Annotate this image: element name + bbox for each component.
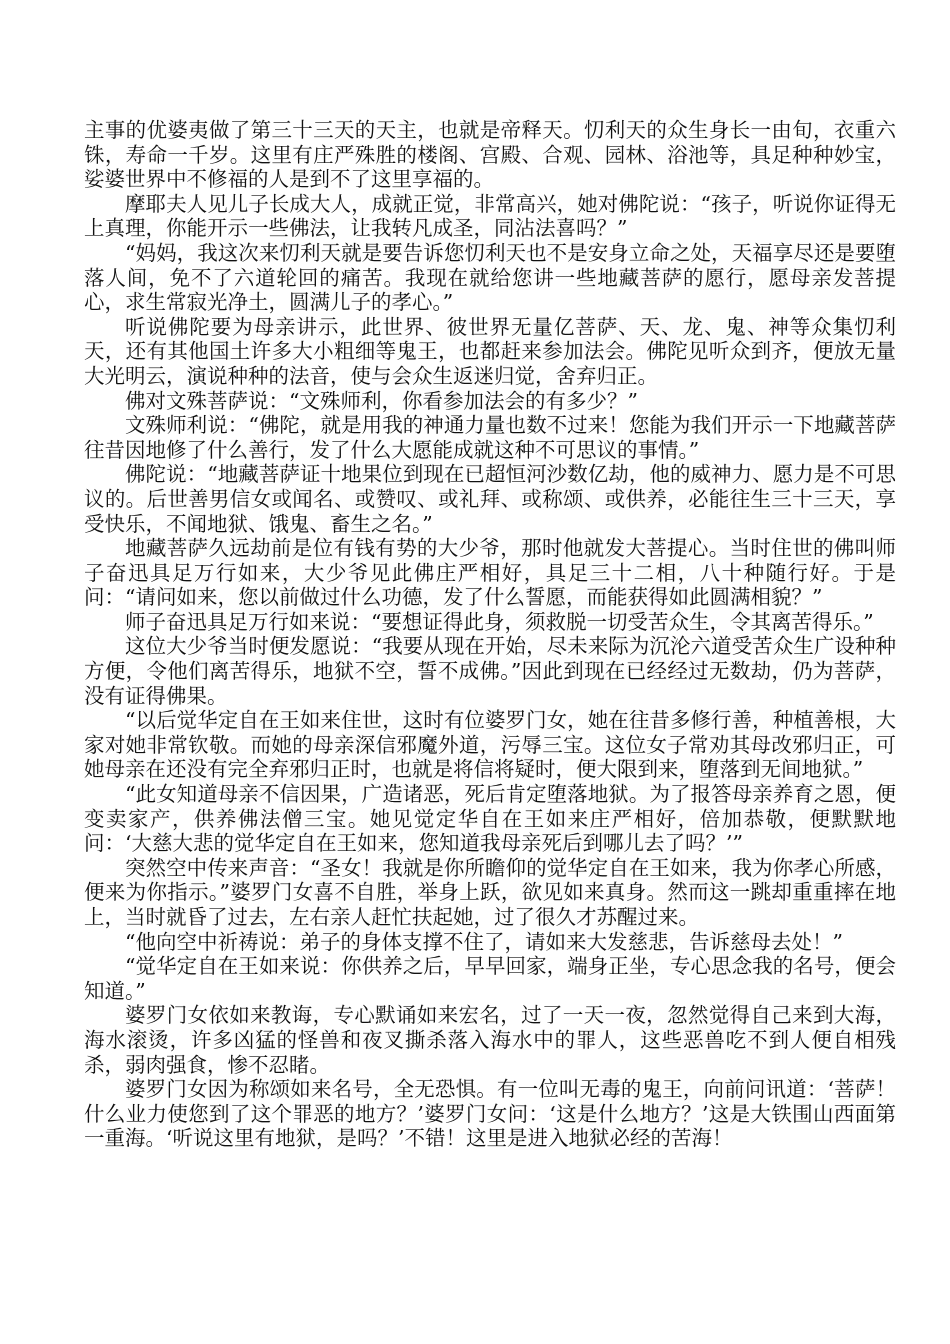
paragraph: 地藏菩萨久远劫前是位有钱有势的大少爷，那时他就发大菩提心。当时住世的佛叫师子奋迅具足万行如来，大少爷见此佛庄严相好，具足三十二相，八十种随行好。于是问：“请问如来，您以前做过什么功德，发了什么誓愿，而能获得如此圆满相貌？”	[84, 536, 896, 610]
paragraph: “妈妈，我这次来忉利天就是要告诉您忉利天也不是安身立命之处，天福享尽还是要堕落人间，免不了六道轮回的痛苦。我现在就给您讲一些地藏菩萨的愿行，愿母亲发菩提心，求生常寂光净土，圆满儿子的孝心。”	[84, 240, 896, 315]
paragraph: “以后觉华定自在王如来住世，这时有位婆罗门女，她在往昔多修行善，种植善根，大家对她非常钦敬。而她的母亲深信邪魔外道，污辱三宝。这位女子常劝其母改邪归正，可她母亲在还没有完全弃邪归正时，也就是将信将疑时，便大限到来，堕落到无间地狱。”	[84, 708, 896, 782]
paragraph: 突然空中传来声音：“圣女！我就是你所瞻仰的觉华定自在王如来，我为你孝心所感，便来为你指示。”婆罗门女喜不自胜，举身上跃，欲见如来真身。然而这一跳却重重摔在地上，当时就昏了过去，左右亲人赶忙扶起她，过了很久才苏醒过来。	[84, 855, 896, 929]
paragraph: 这位大少爷当时便发愿说：“我要从现在开始，尽未来际为沉沦六道受苦众生广设种种方便，令他们离苦得乐，地狱不空，誓不成佛。”因此到现在已经经过无数劫，仍为菩萨，没有证得佛果。	[84, 634, 896, 708]
paragraph: “此女知道母亲不信因果，广造诸恶，死后肯定堕落地狱。为了报答母亲养育之恩，便变卖家产，供养佛法僧三宝。她见觉定华自在王如来庄严相好，倍加恭敬，便默默地问：‘大慈大悲的觉华定自在王如来，您知道我母亲死后到哪儿去了吗？’”	[84, 782, 896, 856]
paragraph: “觉华定自在王如来说：你供养之后，早早回家，端身正坐，专心思念我的名号，便会知道。”	[84, 954, 896, 1003]
paragraph: 佛陀说：“地藏菩萨证十地果位到现在已超恒河沙数亿劫，他的威神力、愿力是不可思议的。后世善男信女或闻名、或赞叹、或礼拜、或称颂、或供养，必能往生三十三天，享受快乐，不闻地狱、饿鬼、畜生之名。”	[84, 462, 896, 536]
paragraph: 主事的优婆夷做了第三十三天的天主，也就是帝释天。忉利天的众生身长一由旬，衣重六铢，寿命一千岁。这里有庄严殊胜的楼阁、宫殿、合观、园林、浴池等，具足种种妙宝，娑婆世界中不修福的人是到不了这里享福的。	[84, 118, 896, 192]
paragraph: 文殊师利说：“佛陀，就是用我的神通力量也数不过来！您能为我们开示一下地藏菩萨往昔因地修了什么善行，发了什么大愿能成就这种不可思议的事情。”	[84, 413, 896, 462]
paragraph: “他向空中祈祷说：弟子的身体支撑不住了，请如来大发慈悲，告诉慈母去处！”	[125, 929, 843, 954]
paragraph: 佛对文殊菩萨说：“文殊师利，你看参加法会的有多少？”	[125, 388, 638, 413]
paragraph: 师子奋迅具足万行如来说：“要想证得此身，须救脱一切受苦众生，令其离苦得乐。”	[125, 609, 874, 634]
paragraph: 摩耶夫人见儿子长成大人，成就正觉，非常高兴，她对佛陀说：“孩子，听说你证得无上真理，你能开示一些佛法，让我转凡成圣，同沾法喜吗？”	[84, 191, 896, 241]
paragraph: 婆罗门女依如来教诲，专心默诵如来宏名，过了一天一夜，忽然觉得自己来到大海，海水滚烫，许多凶猛的怪兽和夜叉撕杀落入海水中的罪人，这些恶兽吃不到人便自相残杀，弱肉强食，惨不忍睹。	[84, 1003, 896, 1077]
paragraph: 听说佛陀要为母亲讲示，此世界、彼世界无量亿菩萨、天、龙、鬼、神等众集忉利天，还有其他国土许多大小粗细等鬼王，也都赶来参加法会。佛陀见听众到齐，便放无量大光明云，演说种种的法音，使与会众生返迷归觉，舍弃归正。	[84, 314, 896, 388]
document-page	[84, 118, 896, 1151]
paragraph: 婆罗门女因为称颂如来名号，全无恐惧。有一位叫无毒的鬼王，向前问讯道：‘菩萨！什么业力使您到了这个罪恶的地方？’婆罗门女问：‘这是什么地方？’这是大铁围山西面第一重海。‘听说这里有地狱，是吗？’不错！这里是进入地狱必经的苦海！	[84, 1077, 896, 1151]
